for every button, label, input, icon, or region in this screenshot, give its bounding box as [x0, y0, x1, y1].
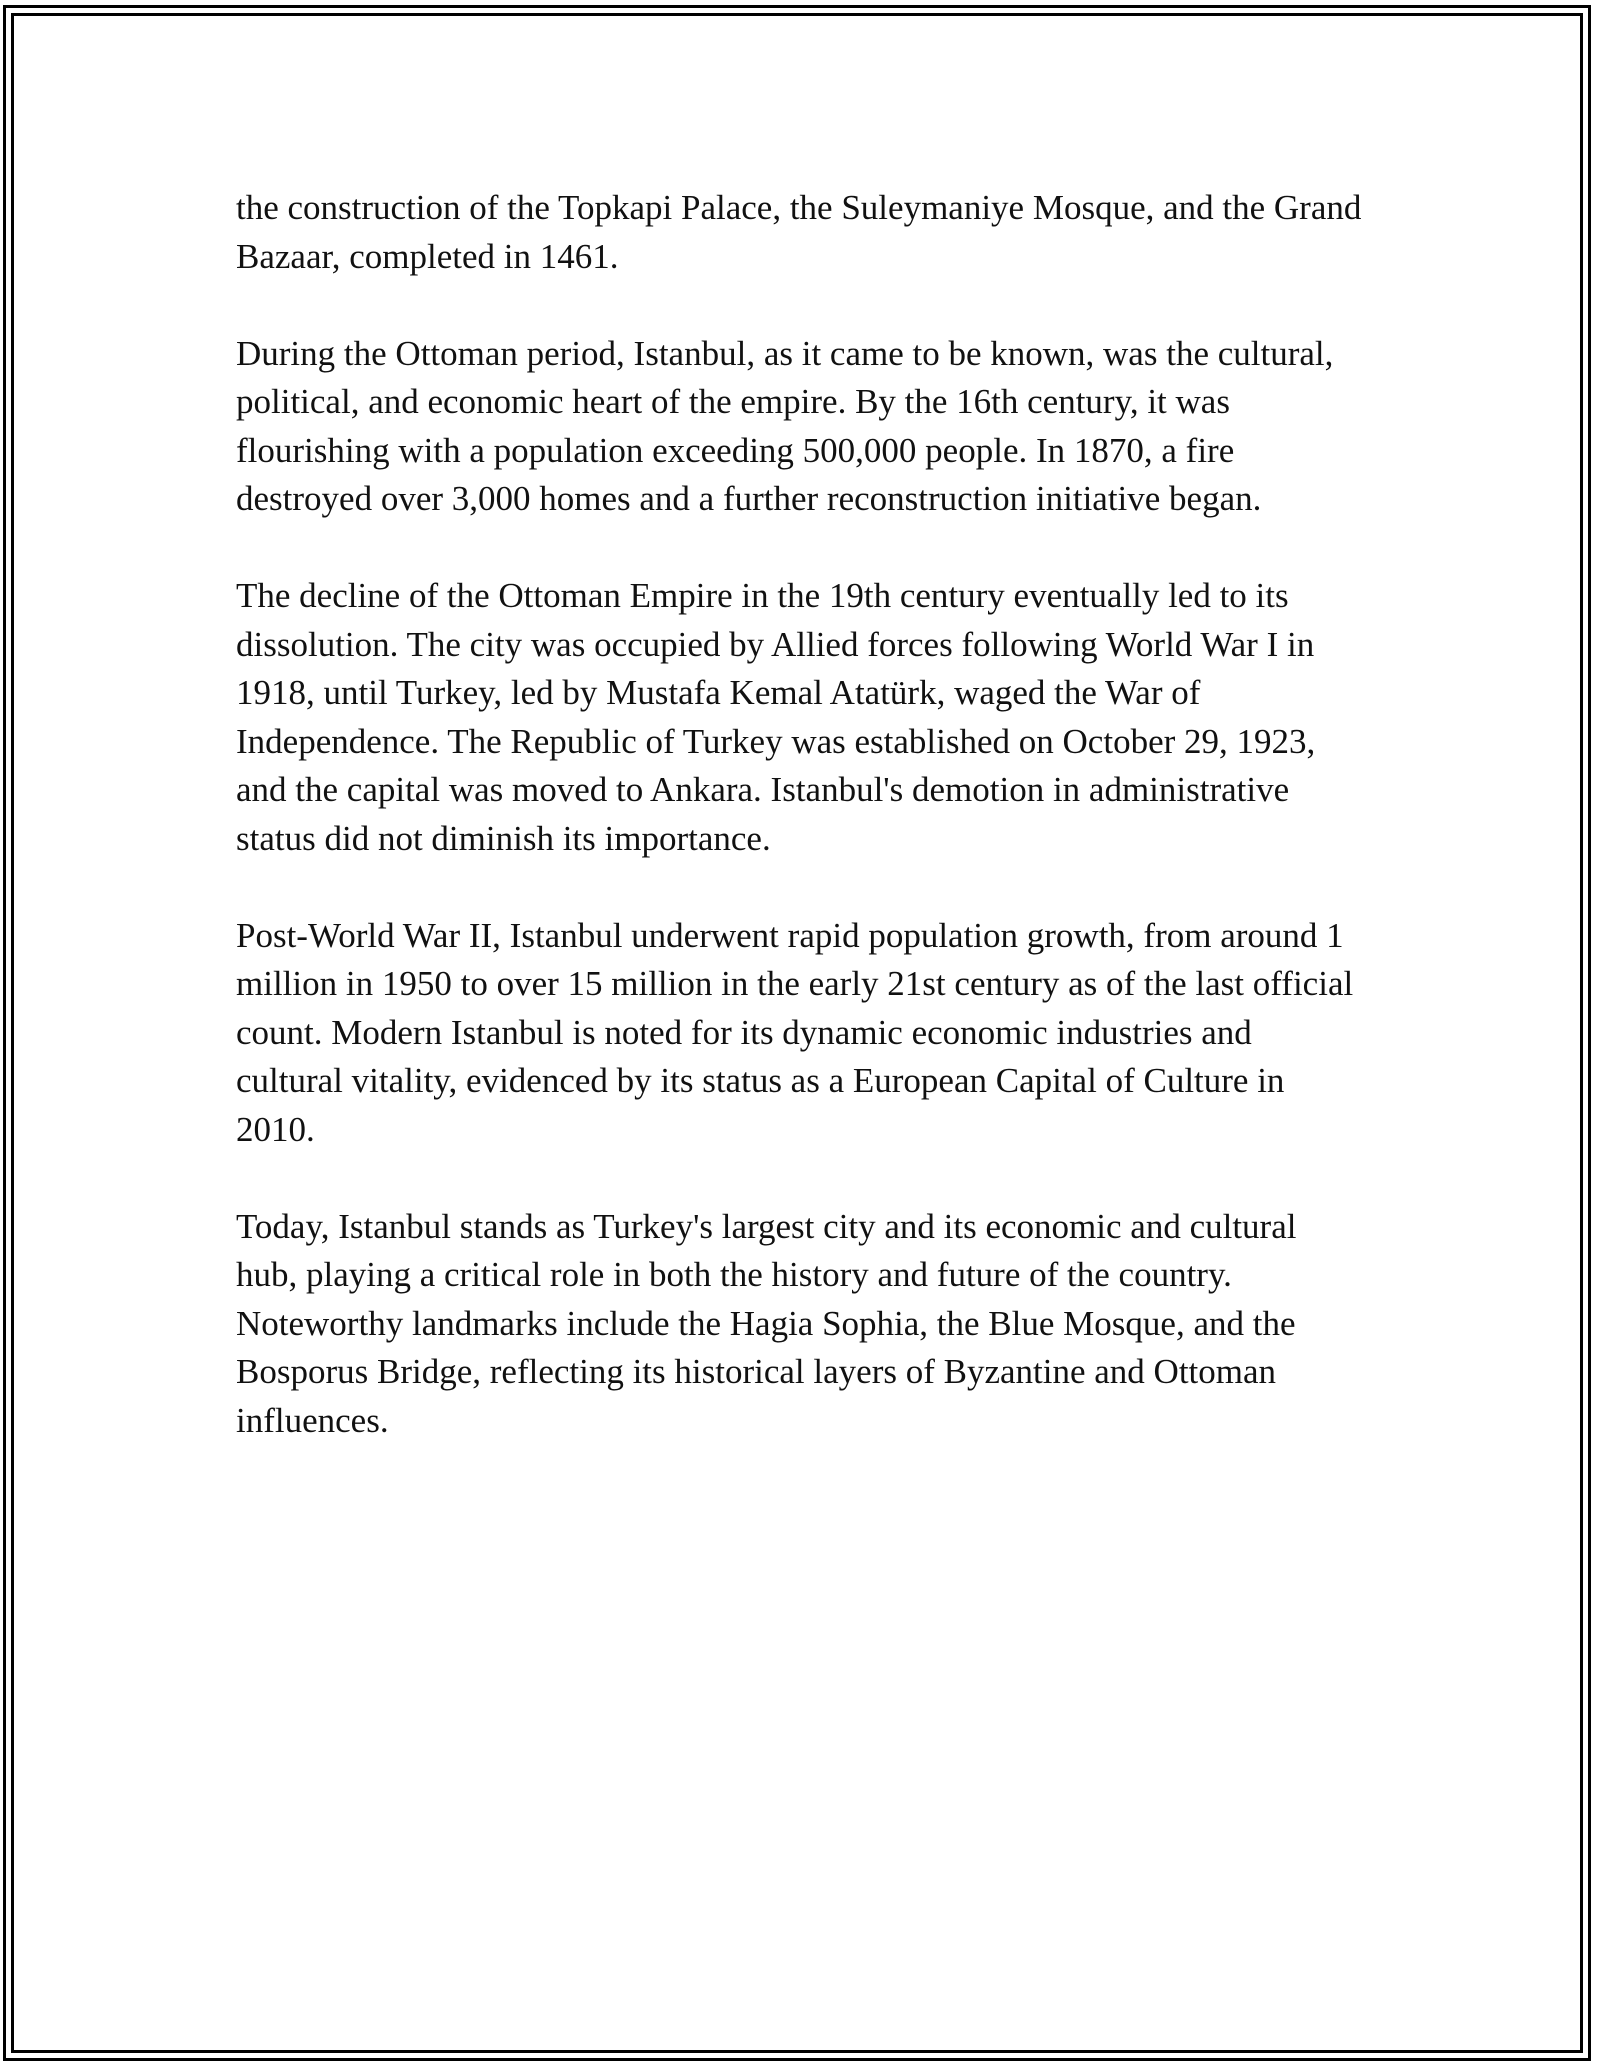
paragraph-2: During the Ottoman period, Istanbul, as it came to be known, was the cultural, political, and economic heart of the empire. By the 16th century, it was flourishing with a population exceeding 500,000 people. In 1870, a fire destroyed over 3,000 homes and a further reconstruction initiative began.	[236, 333, 1334, 518]
paragraph-1: the construction of the Topkapi Palace, the Suleymaniye Mosque, and the Grand Bazaar, completed in 1461.	[236, 188, 1362, 276]
document-body	[236, 184, 1366, 1494]
paragraph-3: The decline of the Ottoman Empire in the 19th century eventually led to its dissolution. The city was occupied by Allied forces following World War I in 1918, until Turkey, led by Mustafa Kemal Atatürk, waged the War of Independence. The Republic of Turkey was established on October 29, 1923, and the capital was moved to Ankara. Istanbul's demotion in administrative status did not diminish its importance.	[236, 576, 1316, 858]
paragraph-4: Post-World War II, Istanbul underwent rapid population growth, from around 1 million in 1950 to over 15 million in the early 21st century as of the last official count. Modern Istanbul is noted for its dynamic economic industries and cultural vitality, evidenced by its status as a European Capital of Culture in 2010.	[236, 915, 1354, 1149]
paragraph-5: Today, Istanbul stands as Turkey's largest city and its economic and cultural hub, playing a critical role in both the history and future of the country. Noteworthy landmarks include the Hagia Sophia, the Blue Mosque, and the Bosporus Bridge, reflecting its historical layers of Byzantine and Ottoman influences.	[236, 1206, 1297, 1440]
